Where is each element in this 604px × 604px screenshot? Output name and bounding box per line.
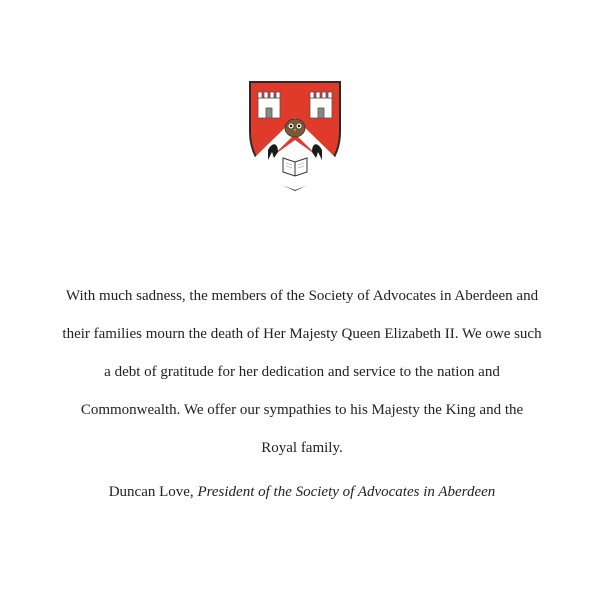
signature-title: President of the Society of Advocates in Aberdeen — [197, 484, 496, 500]
message-line: a debt of gratitude for her dedication and service to the nation and — [104, 364, 500, 380]
condolence-message — [20, 277, 584, 467]
message-line: With much sadness, the members of the Society of Advocates in Aberdeen and — [65, 288, 539, 304]
coat-of-arms-icon — [248, 80, 342, 192]
message-line: Commonwealth. We offer our sympathies to his Majesty the King and the — [80, 402, 524, 418]
message-line: their families mourn the death of Her Majesty Queen Elizabeth II. We owe such — [62, 326, 542, 342]
signature-name: Duncan Love, — [108, 484, 194, 500]
signature — [20, 482, 584, 502]
message-line: Royal family. — [261, 440, 343, 456]
